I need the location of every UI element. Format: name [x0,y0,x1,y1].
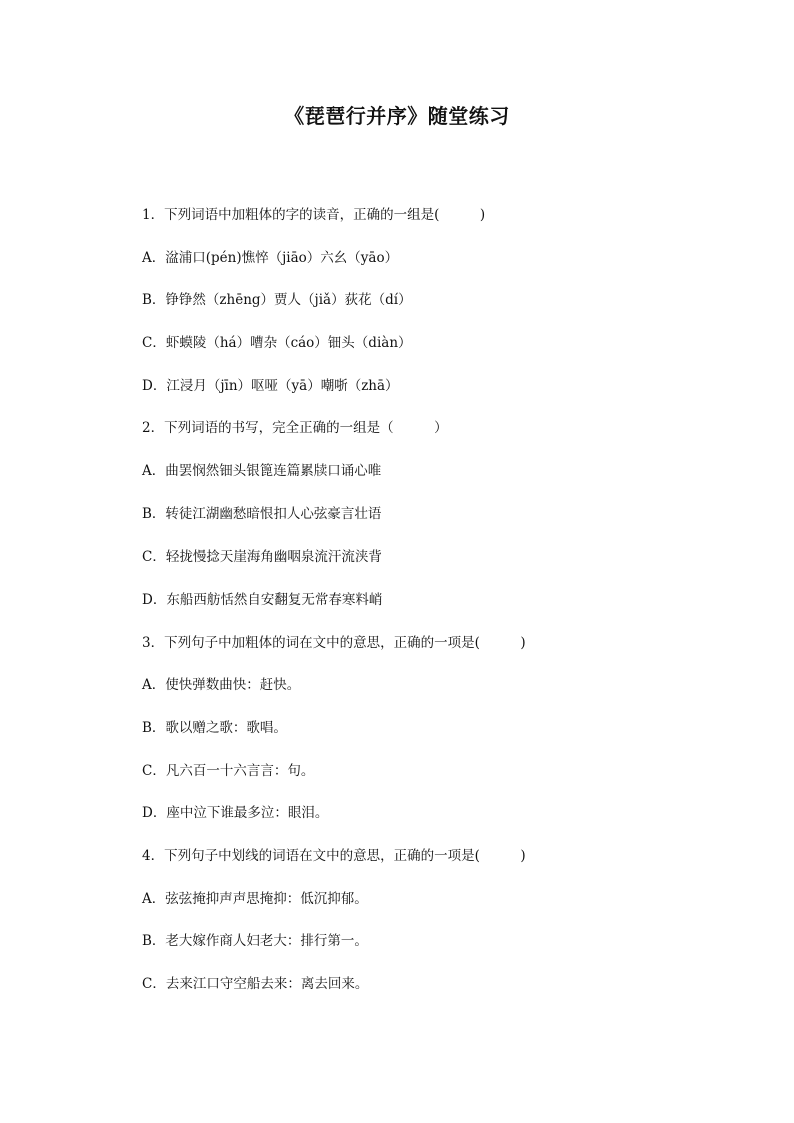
option-3b: B．歌以赠之歌：歌唱。 [142,720,287,736]
option-3a: A．使快弹数曲快：赶快。 [142,677,301,693]
option-4c: C．去来江口守空船去来：离去回来。 [142,976,369,992]
option-1c: C．虾蟆陵（há）嘈杂（cáo）钿头（diàn） [142,335,412,351]
option-2c: C．轻拢慢捻天崖海角幽咽泉流汗流浃背 [142,549,382,565]
option-1d: D．江浸月（jīn）呕哑（yā）嘲哳（zhā） [142,378,399,394]
page-title: 《琵琶行并序》随堂练习 [284,104,510,128]
option-4a: A．弦弦掩抑声声思掩抑：低沉抑郁。 [142,891,368,907]
option-2d: D．东船西舫恬然自安翻复无常春寒料峭 [142,592,383,608]
option-3c: C．凡六百一十六言言：句。 [142,763,315,779]
question-3: 3．下列句子中加粗体的词在文中的意思，正确的一项是( ) [142,635,526,651]
option-4b: B．老大嫁作商人妇老大：排行第一。 [142,933,368,949]
option-1b: B．铮铮然（zhēng）贾人（jiǎ）荻花（dí） [142,292,412,308]
question-4: 4．下列句子中划线的词语在文中的意思，正确的一项是( ) [142,848,526,864]
option-2a: A．曲罢悯然钿头银篦连篇累牍口诵心唯 [142,463,382,479]
question-2: 2．下列词语的书写，完全正确的一组是（ ） [142,420,448,436]
question-1: 1．下列词语中加粗体的字的读音，正确的一组是( ) [142,207,486,223]
option-1a: A．湓浦口(pén)憔悴（jiāo）六幺（yāo） [142,250,399,266]
option-2b: B．转徒江湖幽愁暗恨扣人心弦豪言壮语 [142,506,382,522]
option-3d: D．座中泣下谁最多泣：眼泪。 [142,805,329,821]
